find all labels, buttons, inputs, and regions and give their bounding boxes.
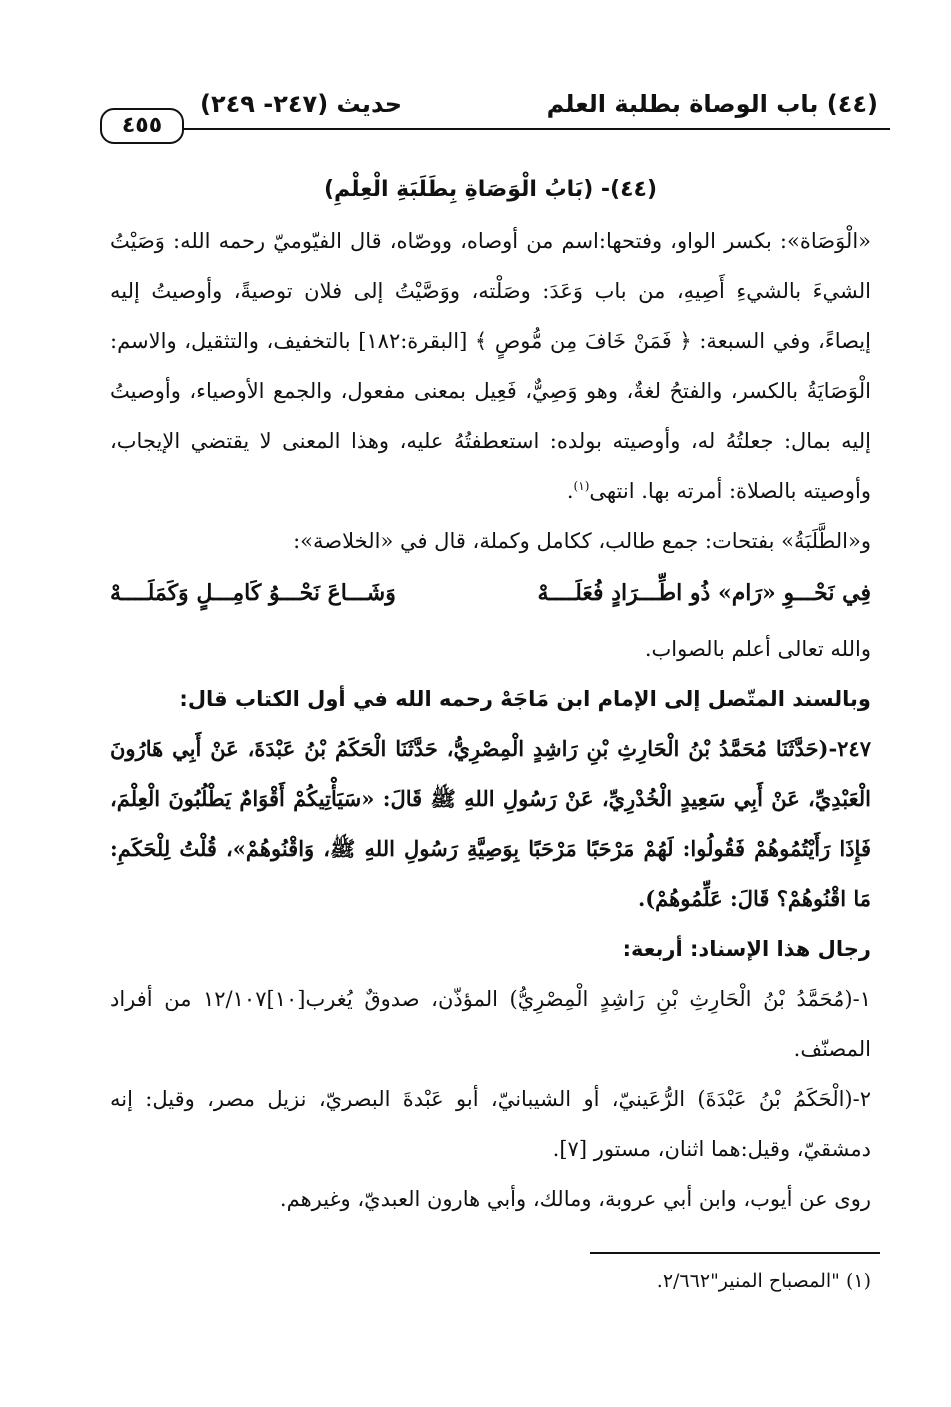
- paragraph-definition: «الْوَصَاة»: بكسر الواو، وفتحها:اسم من أوصاه، ووصّاه، قال الفيّوميّ رحمه الله: وَصَيْتُ الشيءَ بالشيءِ أَصِيهِ، من باب وَعَدَ: وصَلْته، ووَصَّيْتُ إلى فلان توصيةً، وأوصيتُ إليه إيصاءً، وفي السبعة: ﴿ فَمَنْ خَافَ مِن مُّوصٍ ﴾ [البقرة:١٨٢] بالتخفيف، والتثقيل، والاسم: الْوَصَايَةُ بالكسر، والفتحُ لغةٌ، وهو وَصِيٌّ، فَعِيل بمعنى مفعول، والجمع الأوصياء، وأوصيتُ إليه بمال: جعلتُهُ له، وأوصيته بولده: استعطفتُهُ عليه، وهذا المعنى لا يقتضي الإيجاب، وأوصيته بالصلاة: أمرته بها. انتهى$^{(١)}$.: [110, 229, 871, 503]
- page-header: [100, 90, 890, 142]
- chapter-heading: (٤٤)- (بَابُ الْوَصَاةِ بِطَلَبَةِ الْعِلْمِ): [323, 177, 658, 202]
- narrator-2-continued: روى عن أيوب، وابن أبي عروبة، ومالك، وأبي هارون العبديّ، وغيرهم.: [279, 1187, 871, 1211]
- verse-hemistich-left: وَشَـــاعَ نَحْـــوُ كَامِـــلٍ وَكَمَلَــــهْ: [110, 580, 396, 606]
- hadith-range: حديث (٢٤٧- ٢٤٩): [200, 90, 403, 118]
- footnote-marker: (١): [573, 479, 590, 493]
- closing-line: والله تعالى أعلم بالصواب.: [644, 637, 871, 661]
- header-rule: [180, 128, 890, 130]
- page-body: [110, 168, 871, 1224]
- narrator-2: ٢-(الْحَكَمُ بْنُ عَبْدَةَ) الرُّعَينيّ، أو الشيبانيّ، أبو عَبْدةَ البصريّ، نزيل مصر، وقيل: إنه دمشقيّ، وقيل:هما اثنان، مستور [٧].: [110, 1087, 871, 1161]
- isnad-heading: وبالسند المتّصل إلى الإمام ابن مَاجَهْ رحمه الله في أول الكتاب قال:: [179, 687, 871, 711]
- paragraph-talaba: و«الطَّلَبَةُ» بفتحات: جمع طالب، ككامل وكملة، قال في «الخلاصة»:: [293, 529, 871, 553]
- hadith-247: ٢٤٧-(حَدَّثَنَا مُحَمَّدُ بْنُ الْحَارِثِ بْنِ رَاشِدٍ الْمِصْرِيُّ، حَدَّثَنَا الْحَكَمُ بْنُ عَبْدَةَ، عَنْ أَبِي هَارُونَ الْعَبْدِيِّ، عَنْ أَبِي سَعِيدٍ الْخُدْرِيِّ، عَنْ رَسُولِ اللهِ ﷺ قَالَ: «سَيَأْتِيكُمْ أَقْوَامٌ يَطْلُبُونَ الْعِلْمَ، فَإِذَا رَأَيْتُمُوهُمْ فَقُولُوا: لَهُمْ مَرْحَبًا مَرْحَبًا بِوَصِيَّةِ رَسُولِ اللهِ ﷺ، وَاقْنُوهُمْ»، قُلْتُ لِلْحَكَمِ: مَا اقْنُوهُمْ؟ قَالَ: عَلِّمُوهُمْ).: [110, 736, 871, 911]
- footnote-rule: [590, 1252, 880, 1254]
- poetry-verse: [110, 570, 871, 616]
- narrator-1: ١-(مُحَمَّدُ بْنُ الْحَارِثِ بْنِ رَاشِدٍ الْمِصْرِيُّ) المؤذّن، صدوقٌ يُغرب[١٠]١٢/١٠٧ من أفراد المصنّف.: [110, 987, 871, 1061]
- verse-hemistich-right: فِي نَحْـــوِ «رَام» ذُو اطِّـــرَادٍ فُعَلَــــهْ: [537, 580, 871, 606]
- running-title: (٤٤) باب الوصاة بطلبة العلم: [546, 90, 878, 118]
- page-number: ٤٥٥: [100, 108, 184, 144]
- narrators-heading: رجال هذا الإسناد: أربعة:: [622, 937, 871, 961]
- footnote: (١) "المصباح المنير"٢/٦٦٢.: [656, 1270, 871, 1292]
- definition-text: «الْوَصَاة»: بكسر الواو، وفتحها:اسم من أوصاه، ووصّاه، قال الفيّوميّ رحمه الله: وَصَيْتُ الشيءَ بالشيءِ أَصِيهِ، من باب وَعَدَ: وصَلْته، ووَصَّيْتُ إلى فلان توصيةً، وأوصيتُ إليه إيصاءً، وفي السبعة: ﴿ فَمَنْ خَافَ مِن مُّوصٍ ﴾ [البقرة:١٨٢] بالتخفيف، والتثقيل، والاسم: الْوَصَايَةُ بالكسر، والفتحُ لغةٌ، وهو وَصِيٌّ، فَعِيل بمعنى مفعول، والجمع الأوصياء، وأوصيتُ إليه بمال: جعلتُهُ له، وأوصيته بولده: استعطفتُهُ عليه، وهذا المعنى لا يقتضي الإيجاب، وأوصيته بالصلاة: أمرته بها. انتهى: [110, 229, 871, 503]
